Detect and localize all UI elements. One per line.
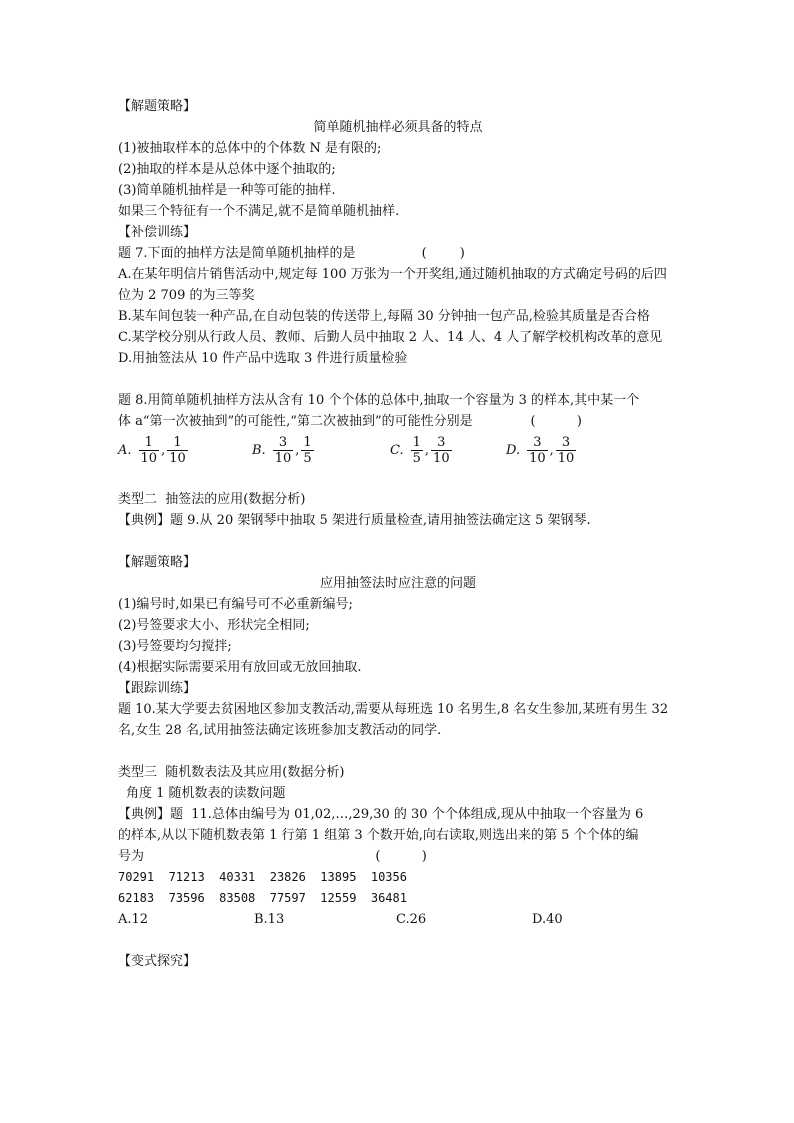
example-9: 【典例】题 9.从 20 架钢琴中抽取 5 架进行质量检查,请用抽签法确定这 5 架钢琴. xyxy=(118,513,591,528)
denominator: 5 xyxy=(303,450,312,466)
question-11-option-a: A.12 xyxy=(118,912,149,927)
question-11-option-c: C.26 xyxy=(396,912,427,927)
document-page xyxy=(118,96,678,972)
numerator: 1 xyxy=(173,434,182,450)
denominator: 10 xyxy=(433,450,450,466)
fraction xyxy=(167,435,188,466)
variant-heading: 【变式探究】 xyxy=(118,954,197,969)
spacer xyxy=(118,531,678,552)
numerator: 3 xyxy=(437,434,446,450)
strategy-heading: 【解题策略】 xyxy=(118,99,197,114)
point-item: (1)编号时,如果已有编号可不必重新编号; xyxy=(118,597,353,612)
question-8-option-a: A. $\frac{1}{10}$ , $\frac{1}{10}$ xyxy=(118,434,186,466)
point-item: (2)抽取的样本是从总体中逐个抽取的; xyxy=(118,162,336,177)
fraction xyxy=(301,435,313,466)
question-11-option-b: B.13 xyxy=(254,912,285,927)
type-3-heading: 类型三 随机数表法及其应用(数据分析) xyxy=(118,765,345,780)
question-11-line3: 号为 ( ) xyxy=(118,849,427,864)
fraction xyxy=(273,435,294,466)
option-letter: A. xyxy=(118,442,132,458)
random-table-row: 70291 71213 40331 23826 13895 10356 xyxy=(118,870,407,884)
spacer xyxy=(118,369,678,390)
question-8-options xyxy=(118,432,678,468)
numerator: 1 xyxy=(412,434,421,450)
denominator: 10 xyxy=(529,450,546,466)
question-8-stem-line1: 题 8.用简单随机抽样方法从含有 10 个个体的总体中,抽取一个容量为 3 的样本,其中某一个 xyxy=(118,393,640,408)
option-letter: B. xyxy=(252,442,266,458)
question-7-stem: 题 7.下面的抽样方法是简单随机抽样的是 ( ) xyxy=(118,246,465,261)
question-8-option-d: D. $\frac{3}{10}$ , $\frac{3}{10}$ xyxy=(506,434,575,466)
fraction xyxy=(139,435,160,466)
spacer xyxy=(118,741,678,762)
point-item: (3)简单随机抽样是一种等可能的抽样. xyxy=(118,183,336,198)
type-2-heading: 类型二 抽签法的应用(数据分析) xyxy=(118,492,306,507)
question-11-line2: 的样本,从以下随机数表第 1 行第 1 组第 3 个数开始,向右读取,则选出来的第 5 个个体的编 xyxy=(118,828,639,843)
question-10: 题 10.某大学要去贫困地区参加支教活动,需要从每班选 10 名男生,8 名女生参加,某班有男生 32 名,女生 28 名,试用抽签法确定该班参加支教活动的同学. xyxy=(118,702,669,738)
point-item: (4)根据实际需要采用有放回或无放回抽取. xyxy=(118,660,362,675)
denominator: 5 xyxy=(412,450,421,466)
spacer xyxy=(118,468,678,489)
angle-heading: 角度 1 随机数表的读数问题 xyxy=(126,786,286,801)
section-title: 简单随机抽样必须具备的特点 xyxy=(313,120,483,135)
question-8-option-b: B. $\frac{3}{10}$ , $\frac{1}{5}$ xyxy=(252,434,312,466)
random-table-row: 62183 73596 83508 77597 12559 36481 xyxy=(118,891,407,905)
option-letter: C. xyxy=(390,442,404,458)
fraction xyxy=(431,435,452,466)
fraction xyxy=(527,435,548,466)
numerator: 3 xyxy=(533,434,542,450)
denominator: 10 xyxy=(169,450,186,466)
question-11-options xyxy=(118,909,678,930)
denominator: 10 xyxy=(274,450,292,466)
question-11-option-d: D.40 xyxy=(532,912,563,927)
numerator: 1 xyxy=(144,434,153,450)
numerator: 1 xyxy=(303,434,312,450)
question-7-option-b: B.某车间包装一种产品,在自动包装的传送带上,每隔 30 分钟抽一包产品,检验其质量是否合格 xyxy=(118,309,650,324)
fraction xyxy=(411,435,423,466)
fraction xyxy=(556,435,577,466)
spacer xyxy=(118,930,678,951)
question-7-option-d: D.用抽签法从 10 件产品中选取 3 件进行质量检验 xyxy=(118,351,408,366)
section-title: 应用抽签法时应注意的问题 xyxy=(319,576,476,591)
question-7-option-a: A.在某年明信片销售活动中,规定每 100 万张为一个开奖组,通过随机抽取的方式确定号码的后四位为 2 709 的为三等奖 xyxy=(118,267,667,303)
question-8-stem-line2: 体 a“第一次被抽到”的可能性,“第二次被抽到”的可能性分别是 ( ) xyxy=(118,414,582,429)
option-letter: D. xyxy=(506,442,521,458)
point-item: (1)被抽取样本的总体中的个体数 N 是有限的; xyxy=(118,141,382,156)
practice-heading: 【补偿训练】 xyxy=(118,225,197,240)
numerator: 3 xyxy=(278,434,288,450)
practice-heading: 【跟踪训练】 xyxy=(118,681,197,696)
point-item: (3)号签要均匀搅拌; xyxy=(118,639,232,654)
denominator: 10 xyxy=(140,450,158,466)
numerator: 3 xyxy=(561,434,571,450)
question-8-option-c: C. $\frac{1}{5}$ , $\frac{3}{10}$ xyxy=(390,434,450,466)
point-item: (2)号签要求大小、形状完全相同; xyxy=(118,618,310,633)
question-11-line1: 【典例】题 11.总体由编号为 01,02,…,29,30 的 30 个个体组成,现从中抽取一个容量为 6 xyxy=(118,807,644,822)
denominator: 10 xyxy=(557,450,575,466)
strategy-heading: 【解题策略】 xyxy=(118,555,197,570)
question-7-option-c: C.某学校分别从行政人员、教师、后勤人员中抽取 2 人、14 人、4 人了解学校机构改革的意见 xyxy=(118,330,663,345)
conclusion-text: 如果三个特征有一个不满足,就不是简单随机抽样. xyxy=(118,204,400,219)
